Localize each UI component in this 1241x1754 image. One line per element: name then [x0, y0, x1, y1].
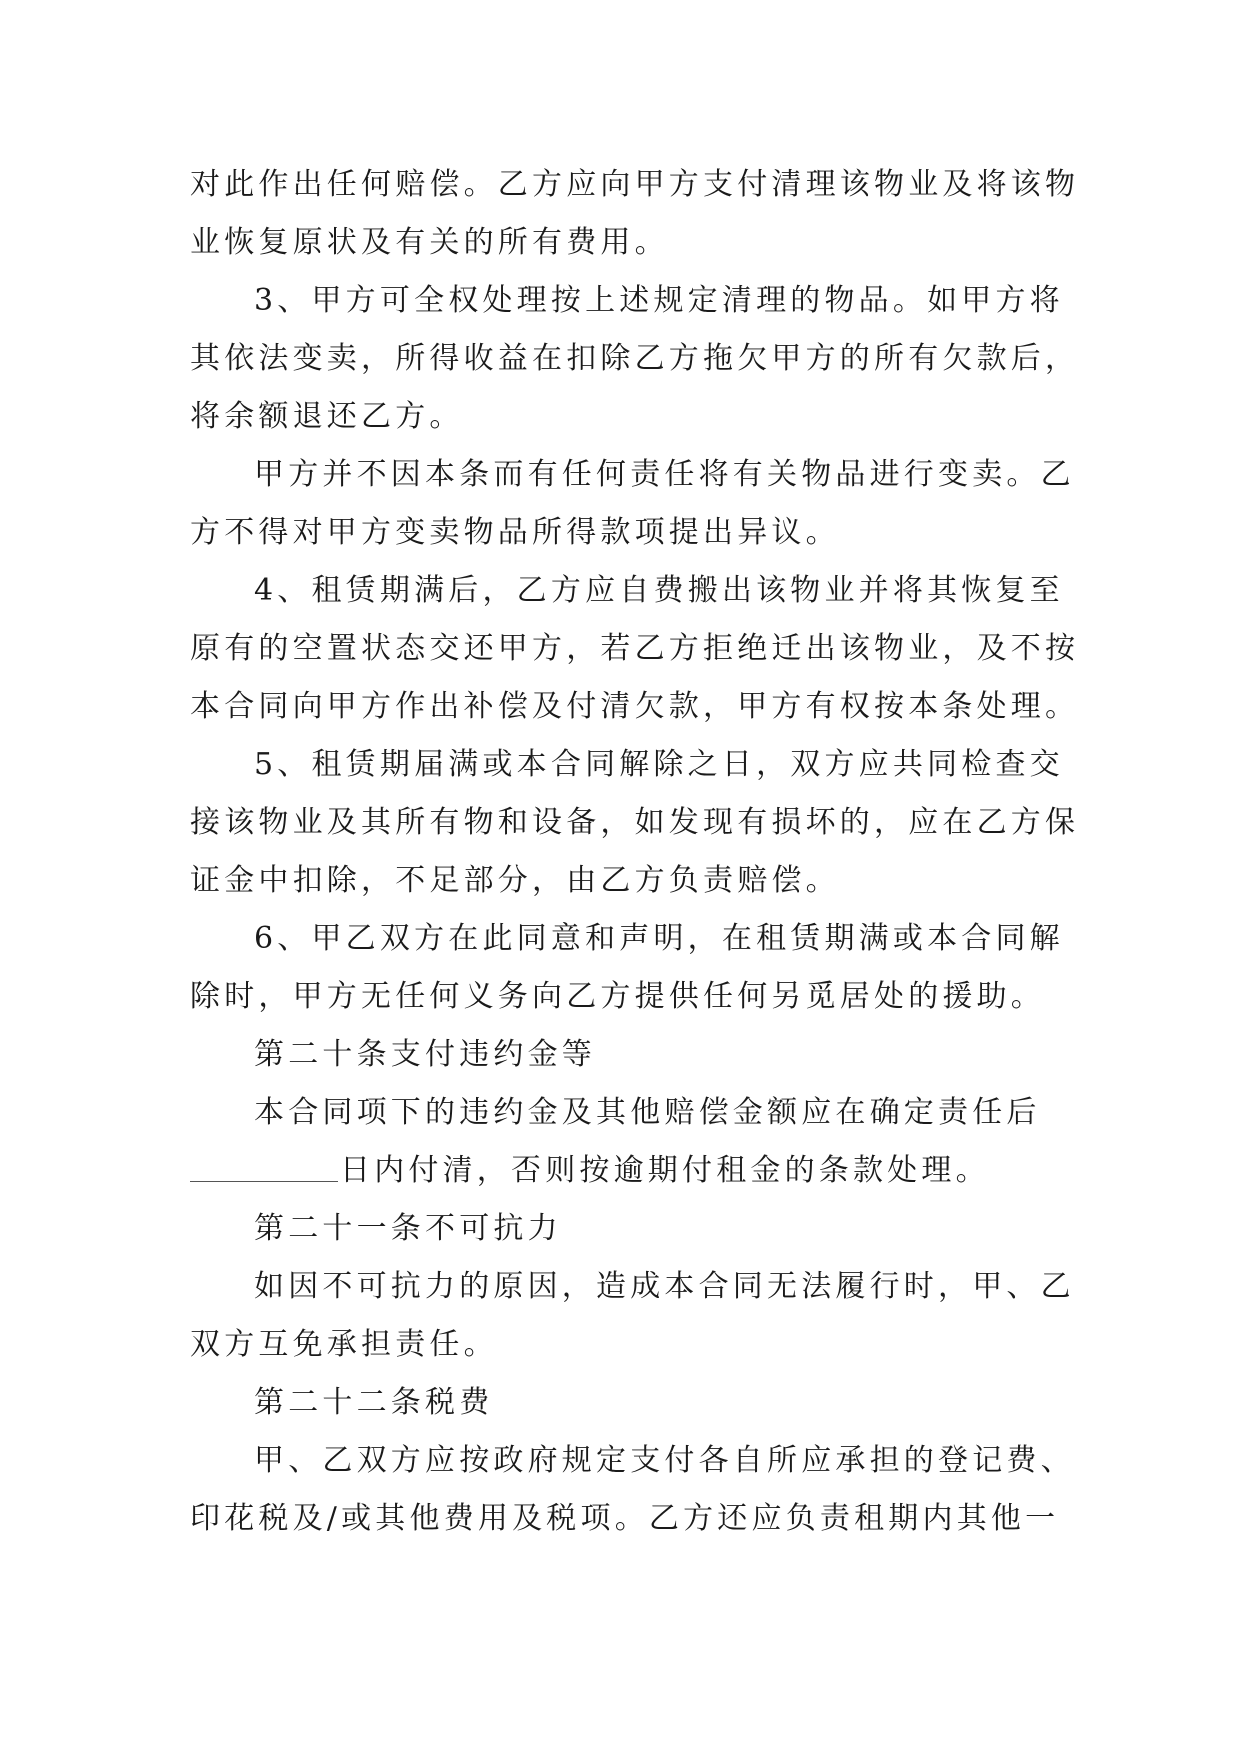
- body-line: 方不得对甲方变卖物品所得款项提出异议。: [190, 515, 840, 550]
- article-22-heading: 第二十二条税费: [254, 1385, 494, 1420]
- body-line: 证金中扣除，不足部分，由乙方负责赔偿。: [190, 863, 840, 898]
- body-line: 原有的空置状态交还甲方，若乙方拒绝迁出该物业，及不按: [190, 631, 1080, 666]
- clause-3-line: 3、甲方可全权处理按上述规定清理的物品。如甲方将: [254, 283, 1064, 318]
- clause-6-line: 6、甲乙双方在此同意和声明，在租赁期满或本合同解: [254, 921, 1064, 956]
- body-line: 双方互免承担责任。: [190, 1327, 498, 1362]
- article-21-heading: 第二十一条不可抗力: [254, 1211, 562, 1246]
- body-line: 除时，甲方无任何义务向乙方提供任何另觅居处的援助。: [190, 979, 1045, 1014]
- fill-in-blank: [190, 1151, 338, 1182]
- paragraph-line: 甲、乙双方应按政府规定支付各自所应承担的登记费、: [254, 1443, 1075, 1478]
- body-line: 接该物业及其所有物和设备，如发现有损坏的，应在乙方保: [190, 805, 1080, 840]
- body-line: 将余额退还乙方。: [190, 399, 464, 434]
- clause-5-line: 5、租赁期届满或本合同解除之日，双方应共同检查交: [254, 747, 1064, 782]
- clause-4-line: 4、租赁期满后，乙方应自费搬出该物业并将其恢复至: [254, 573, 1064, 608]
- paragraph-line: 甲方并不因本条而有任何责任将有关物品进行变卖。乙: [254, 457, 1075, 492]
- document-body: [190, 156, 1080, 1548]
- paragraph-line: 本合同项下的违约金及其他赔偿金额应在确定责任后: [254, 1095, 1041, 1130]
- paragraph-line: 如因不可抗力的原因，造成本合同无法履行时，甲、乙: [254, 1269, 1075, 1304]
- body-line-text: 日内付清，否则按逾期付租金的条款处理。: [340, 1153, 990, 1188]
- blank-fill-line: [190, 1142, 1070, 1200]
- article-20-heading: 第二十条支付违约金等: [254, 1037, 596, 1072]
- body-line: 印花税及/或其他费用及税项。乙方还应负责租期内其他一: [190, 1501, 1060, 1536]
- body-line: 业恢复原状及有关的所有费用。: [190, 225, 669, 260]
- body-line: 本合同向甲方作出补偿及付清欠款，甲方有权按本条处理。: [190, 689, 1080, 724]
- body-line: 对此作出任何赔偿。乙方应向甲方支付清理该物业及将该物: [190, 167, 1080, 202]
- body-line: 其依法变卖，所得收益在扣除乙方拖欠甲方的所有欠款后，: [190, 341, 1080, 376]
